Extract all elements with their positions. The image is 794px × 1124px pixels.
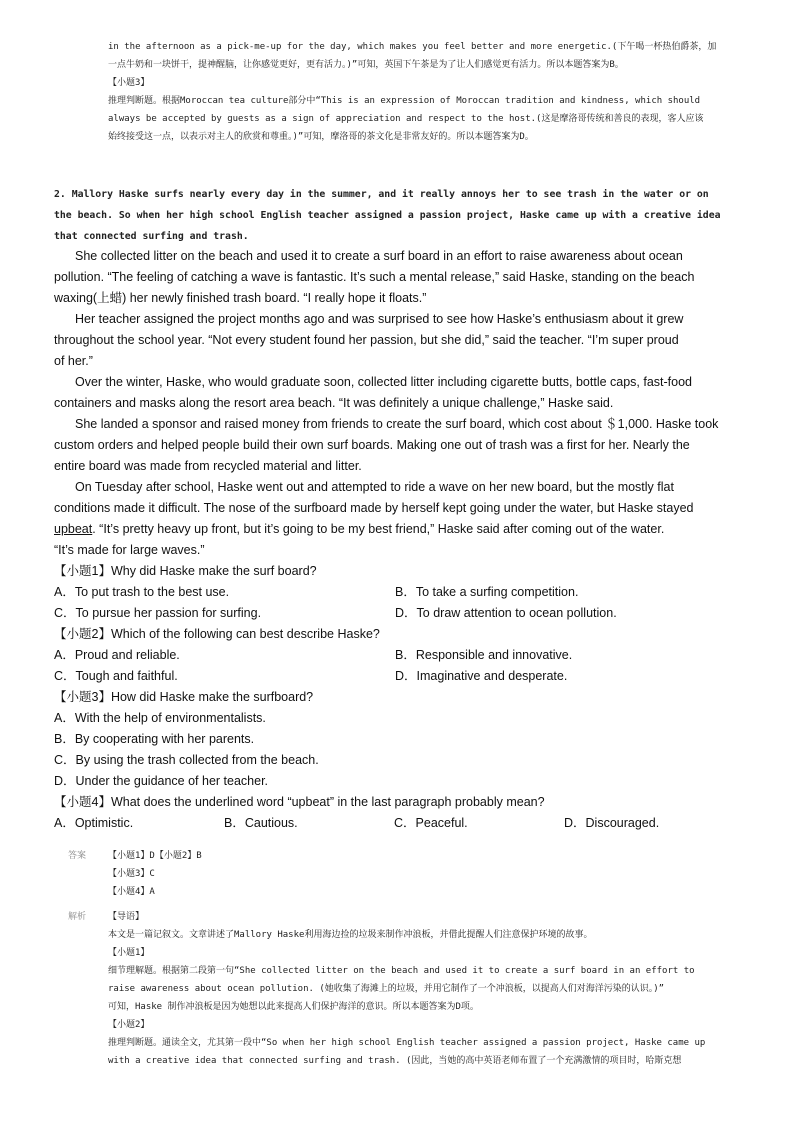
passage-line: waxing(上蜡) her newly finished trash board. “I really hope it floats.”	[54, 291, 427, 305]
passage-line: She collected litter on the beach and used it to create a surf board in an effort to raise awareness about ocean	[75, 249, 683, 263]
passage	[54, 246, 744, 834]
passage-line: On Tuesday after school, Haske went out and attempted to ride a wave on her new board, but the mostly flat	[75, 480, 674, 494]
analysis-line: 【小题3】	[108, 78, 150, 88]
analysis	[68, 908, 748, 1070]
analysis-line: raise awareness about ocean pollution. (她收集了海滩上的垃圾，并用它制作了一个冲浪板，以提高人们对海洋污染的认识。)”	[108, 984, 665, 994]
passage-line: pollution. “The feeling of catching a wave is fantastic. It’s such a mental release,” said Haske, standing on the beach	[54, 270, 695, 284]
passage-line: She landed a sponsor and raised money from friends to create the surf board, which cost about ＄1,000. Haske took	[75, 417, 719, 431]
analysis-line: 推理判断题。根据Moroccan tea culture部分中“This is an expression of Moroccan tradition and kindness, which should	[108, 96, 701, 106]
option-c: C．Tough and faithful.	[54, 669, 178, 683]
analysis-line: 【导语】	[108, 912, 145, 922]
analysis-line: 推理判断题。通读全文，尤其第一段中“So when her high school English teacher assigned a passion project, Haske came up	[108, 1038, 706, 1048]
option-row	[54, 603, 744, 624]
answers	[68, 847, 748, 901]
option-d: D．Under the guidance of her teacher.	[54, 774, 269, 788]
option-b: B．To take a surfing competition.	[395, 585, 579, 599]
passage-line: throughout the school year. “Not every student found her passion, but she did,” said the teacher. “I’m super proud	[54, 333, 679, 347]
passage-line: “It’s made for large waves.”	[54, 543, 205, 557]
analysis-line: 可知，Haske 制作冲浪板是因为她想以此来提高人们保护海洋的意识。所以本题答案为D项。	[108, 1002, 479, 1012]
option-a: A．With the help of environmentalists.	[54, 711, 266, 725]
question-stem: 【小题1】Why did Haske make the surf board?	[54, 564, 317, 578]
question-intro	[54, 184, 744, 247]
analysis-line: 细节理解题。根据第二段第一句“She collected litter on the beach and used it to create a surf board in an effort to	[108, 966, 695, 976]
previous-analysis	[108, 38, 748, 146]
option-row	[54, 813, 744, 834]
option-c: C．Peaceful.	[394, 816, 468, 830]
passage-line: containers and masks along the resort area beach. “It was definitely a unique challenge,” Haske said.	[54, 396, 614, 410]
analysis-line: always be accepted by guests as a sign of appreciation and respect to the host.(这是摩洛哥传统和善良的表现，客人应该	[108, 114, 704, 124]
passage-line: Her teacher assigned the project months ago and was surprised to see how Haske’s enthusiasm about it grew	[75, 312, 684, 326]
question-stem: 【小题2】Which of the following can best describe Haske?	[54, 627, 380, 641]
passage-text: . “It’s pretty heavy up front, but it’s going to be my best friend,” Haske said after coming out of the water.	[92, 522, 665, 536]
option-row	[54, 582, 744, 603]
option-b: B．By cooperating with her parents.	[54, 732, 255, 746]
answer-section	[68, 847, 748, 1070]
passage-line: conditions made it difficult. The nose of the surfboard made by herself kept going under the water, but Haske stayed	[54, 501, 694, 515]
intro-line: that connected surfing and trash.	[54, 231, 249, 242]
passage-line: custom orders and helped people build their own surf boards. Making one out of trash was a first for her. Nearly the	[54, 438, 690, 452]
option-row	[54, 645, 744, 666]
answer-line: 【小题4】A	[108, 887, 155, 897]
analysis-line: 【小题2】	[108, 1020, 150, 1030]
option-row	[54, 666, 744, 687]
analysis-label: 解析	[68, 912, 87, 922]
option-a: A．Optimistic.	[54, 816, 134, 830]
question-stem: 【小题4】What does the underlined word “upbeat” in the last paragraph probably mean?	[54, 795, 545, 809]
passage-line: Over the winter, Haske, who would graduate soon, collected litter including cigarette butts, bottle caps, fast-food	[75, 375, 693, 389]
passage-line	[54, 519, 744, 540]
question-stem: 【小题3】How did Haske make the surfboard?	[54, 690, 314, 704]
option-a: A．Proud and reliable.	[54, 648, 180, 662]
passage-line: of her.”	[54, 354, 93, 368]
answer-line: 【小题1】D【小题2】B	[108, 851, 202, 861]
intro-line: the beach. So when her high school English teacher assigned a passion project, Haske came up with a creative idea	[54, 210, 721, 221]
answers-label: 答案	[68, 851, 87, 861]
analysis-line: 【小题1】	[108, 948, 150, 958]
analysis-line: 始终接受这一点，以表示对主人的欣赏和尊重。)”可知，摩洛哥的茶文化是非常友好的。所以本题答案为D。	[108, 132, 534, 142]
option-d: D．Discouraged.	[564, 816, 660, 830]
analysis-line: in the afternoon as a pick-me-up for the day, which makes you feel better and more energetic.(下午喝一杯热伯爵茶，加	[108, 42, 717, 52]
passage-line: entire board was made from recycled material and litter.	[54, 459, 362, 473]
option-c: C．To pursue her passion for surfing.	[54, 606, 262, 620]
analysis-line: with a creative idea that connected surfing and trash. (因此，当她的高中英语老师布置了一个充满激情的项目时，哈斯克想	[108, 1056, 682, 1066]
option-b: B．Responsible and innovative.	[395, 648, 573, 662]
answer-line: 【小题3】C	[108, 869, 155, 879]
option-d: D．To draw attention to ocean pollution.	[395, 606, 617, 620]
intro-line: 2. Mallory Haske surfs nearly every day in the summer, and it really annoys her to see trash in the water or on	[54, 189, 709, 200]
underlined-word: upbeat	[54, 522, 93, 536]
analysis-line: 本文是一篇记叙文。文章讲述了Mallory Haske利用海边捡的垃圾来制作冲浪板，并借此提醒人们注意保护环境的故事。	[108, 930, 593, 940]
option-c: C．By using the trash collected from the beach.	[54, 753, 319, 767]
option-b: B．Cautious.	[224, 816, 298, 830]
option-d: D．Imaginative and desperate.	[395, 669, 568, 683]
analysis-line: 一点牛奶和一块饼干，提神醒脑，让你感觉更好，更有活力。)”可知，英国下午茶是为了让人们感觉更有活力。所以本题答案为B。	[108, 60, 624, 70]
option-a: A．To put trash to the best use.	[54, 585, 230, 599]
